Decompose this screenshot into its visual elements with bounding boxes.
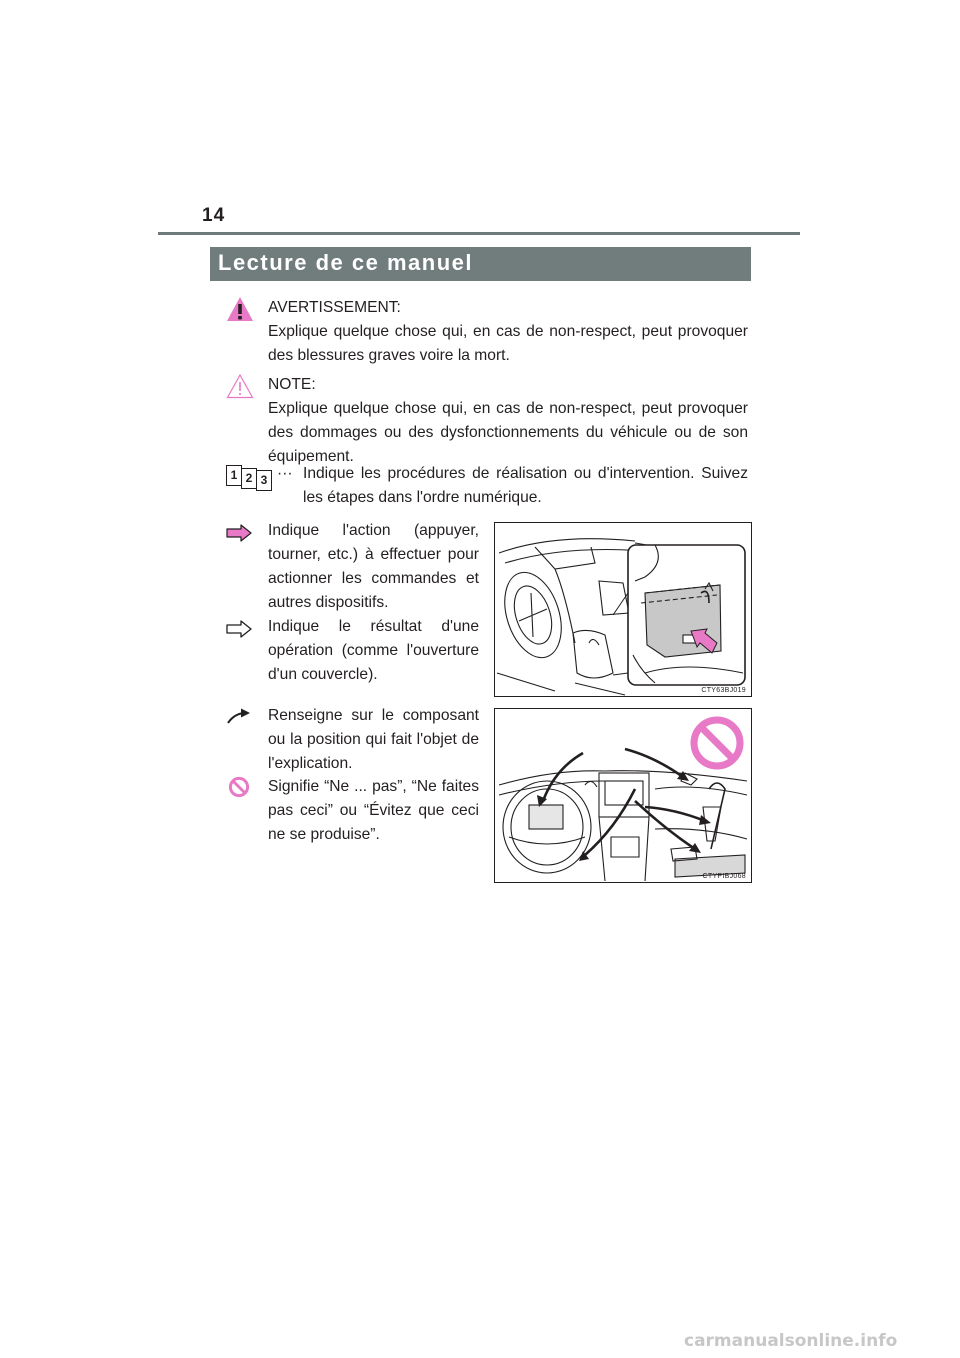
outline-arrow-icon	[226, 620, 252, 638]
prohibition-icon	[228, 776, 250, 798]
notice-label: NOTE:	[268, 376, 316, 393]
step-dots: ···	[277, 465, 293, 482]
figure-code: CTYPIBJ068	[702, 873, 746, 880]
page-number: 14	[202, 205, 226, 226]
warning-triangle-filled-icon	[226, 296, 254, 322]
step-badge: 2	[241, 468, 257, 489]
section-title: Lecture de ce manuel	[218, 250, 473, 275]
warning-text: Explique quelque chose qui, en cas de non-respect, peut provoquer des blessures graves voire la mort.	[268, 323, 748, 364]
prohibition-text: Signifie “Ne ... pas”, “Ne faites pas ceci” ou “Évitez que ceci ne se produise”.	[268, 778, 479, 843]
notice-text: Explique quelque chose qui, en cas de non-respect, peut provoquer des dommages ou des dysfonctionnements du véhicule ou de son équipement.	[268, 400, 748, 465]
caution-triangle-outline-icon	[226, 373, 254, 399]
figure-glovebox-illustration	[494, 522, 752, 697]
figure-prohibited-items-illustration	[494, 708, 752, 883]
steps-text: Indique les procédures de réalisation ou d'intervention. Suivez les étapes dans l'ordre numérique.	[303, 465, 748, 506]
action-arrow-text: Indique l'action (appuyer, tourner, etc.) à effectuer pour actionner les commandes et autres dispositifs.	[268, 522, 479, 611]
warning-label: AVERTISSEMENT:	[268, 299, 401, 316]
glovebox-line-drawing	[495, 523, 751, 696]
curved-pointer-arrow-icon	[226, 707, 252, 725]
header-rule	[158, 232, 800, 235]
figure-code: CTY63BJ019	[701, 687, 746, 694]
step-badge: 1	[226, 465, 242, 486]
footer-watermark: carmanualsonline.info	[684, 1331, 898, 1351]
component-arrow-text: Renseigne sur le composant ou la position qui fait l'objet de l'explication.	[268, 707, 479, 772]
pink-filled-arrow-icon	[226, 524, 252, 542]
prohibited-items-line-drawing	[495, 709, 751, 882]
result-arrow-text: Indique le résultat d'une opération (comme l'ouverture d'un couvercle).	[268, 618, 479, 683]
step-badge: 3	[256, 470, 272, 491]
section-header	[210, 247, 751, 281]
